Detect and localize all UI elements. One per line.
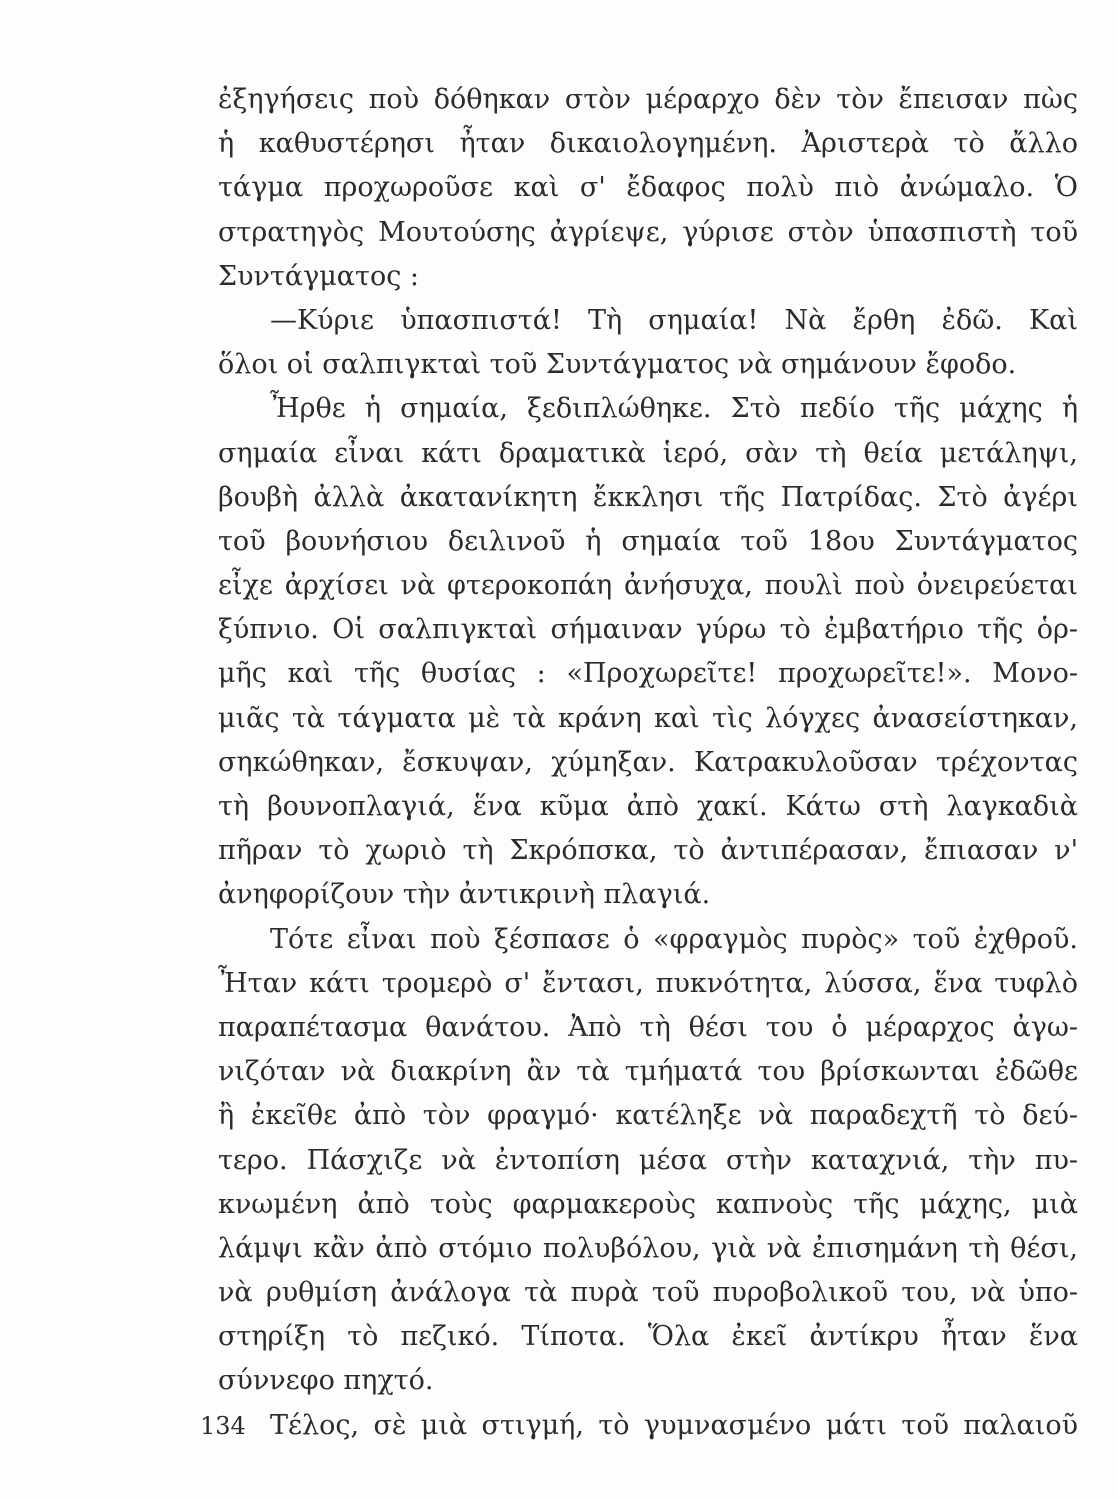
text-line: μιᾶς τὰ τάγματα μὲ τὰ κράνη καὶ τὶς λόγχες ἀνασείστηκαν,	[218, 702, 1078, 734]
text-line: σημαία εἶναι κάτι δραματικὰ ἱερό, σὰν τὴ θεία μετάληψι,	[218, 437, 1078, 469]
text-line: ἐξηγήσεις ποὺ δόθηκαν στὸν μέραρχο δὲν τὸν ἔπεισαν πὼς	[218, 84, 1078, 115]
text-line: Ἦρθε ἡ σημαία, ξεδιπλώθηκε. Στὸ πεδίο τῆς μάχης ἡ	[270, 393, 1078, 425]
text-line: ἀνηφορίζουν τὴν ἀντικρινὴ πλαγιά.	[218, 879, 711, 911]
text-line: τοῦ βουνήσιου δειλινοῦ ἡ σημαία τοῦ 18ου Συντάγματος	[218, 525, 1078, 557]
text-line: μῆς καὶ τῆς θυσίας : «Προχωρεῖτε! προχωρεῖτε!». Μονο-	[218, 658, 1078, 690]
text-line: τάγμα προχωροῦσε καὶ σ' ἔδαφος πολὺ πιὸ ἀνώμαλο. Ὁ	[218, 172, 1078, 204]
text-line: τερο. Πάσχιζε νὰ ἐντοπίση μέσα στὴν καταχνιά, τὴν πυ-	[218, 1144, 1078, 1176]
text-line: λάμψι κἂν ἀπὸ στόμιο πολυβόλου, γιὰ νὰ ἐπισημάνη τὴ θέσι,	[218, 1232, 1078, 1264]
text-line: —Κύριε ὑπασπιστά! Τὴ σημαία! Νὰ ἔρθη ἐδῶ. Καὶ	[270, 304, 1078, 336]
text-line: στρατηγὸς Μουτούσης ἀγρίεψε, γύρισε στὸν ὑπασπιστὴ τοῦ	[218, 216, 1078, 248]
text-line: σύννεφο πηχτό.	[218, 1365, 434, 1397]
text-line: πῆραν τὸ χωριὸ τὴ Σκρόπσκα, τὸ ἀντιπέρασαν, ἔπιασαν ν'	[218, 835, 1078, 867]
text-line: ἢ ἐκεῖθε ἀπὸ τὸν φραγμό· κατέληξε νὰ παραδεχτῆ τὸ δεύ-	[218, 1100, 1078, 1132]
text-line: νιζόταν νὰ διακρίνη ἂν τὰ τμήματά του βρίσκωνται ἐδῶθε	[218, 1056, 1078, 1088]
page-number: 134	[200, 1412, 246, 1440]
text-line: παραπέτασμα θανάτου. Ἀπὸ τὴ θέσι του ὁ μέραρχος ἀγω-	[218, 1011, 1078, 1043]
text-line: τὴ βουνοπλαγιά, ἕνα κῦμα ἀπὸ χακί. Κάτω στὴ λαγκαδιὰ	[218, 791, 1078, 822]
text-line: βουβὴ ἀλλὰ ἀκατανίκητη ἔκκλησι τῆς Πατρίδας. Στὸ ἀγέρι	[218, 481, 1078, 513]
text-line: εἶχε ἀρχίσει νὰ φτεροκοπάη ἀνήσυχα, πουλὶ ποὺ ὀνειρεύεται	[218, 570, 1078, 602]
text-line: ξύπνιο. Οἱ σαλπιγκταὶ σήμαιναν γύρω τὸ ἐμβατήριο τῆς ὁρ-	[218, 614, 1078, 646]
text-line: Τότε εἶναι ποὺ ξέσπασε ὁ «φραγμὸς πυρὸς» τοῦ ἐχθροῦ.	[270, 923, 1078, 955]
text-line: ὅλοι οἱ σαλπιγκταὶ τοῦ Συντάγματος νὰ σημάνουν ἔφοδο.	[218, 349, 1017, 381]
text-line: Συντάγματος :	[218, 260, 419, 292]
text-line: ἡ καθυστέρησι ἦταν δικαιολογημένη. Ἀριστερὰ τὸ ἄλλο	[218, 128, 1078, 160]
text-line: νὰ ρυθμίση ἀνάλογα τὰ πυρὰ τοῦ πυροβολικοῦ του, νὰ ὑπο-	[218, 1277, 1078, 1309]
text-line: Τέλος, σὲ μιὰ στιγμή, τὸ γυμνασμένο μάτι τοῦ παλαιοῦ	[270, 1409, 1078, 1441]
text-line: Ἦταν κάτι τρομερὸ σ' ἔντασι, πυκνότητα, λύσσα, ἕνα τυφλὸ	[218, 967, 1078, 999]
text-line: στηρίξη τὸ πεζικό. Τίποτα. Ὅλα ἐκεῖ ἀντίκρυ ἦταν ἕνα	[218, 1321, 1078, 1353]
text-line: κνωμένη ἀπὸ τοὺς φαρμακεροὺς καπνοὺς τῆς μάχης, μιὰ	[218, 1188, 1078, 1220]
body-text	[218, 78, 1078, 1448]
text-line: σηκώθηκαν, ἔσκυψαν, χύμηξαν. Κατρακυλοῦσαν τρέχοντας	[218, 746, 1078, 778]
